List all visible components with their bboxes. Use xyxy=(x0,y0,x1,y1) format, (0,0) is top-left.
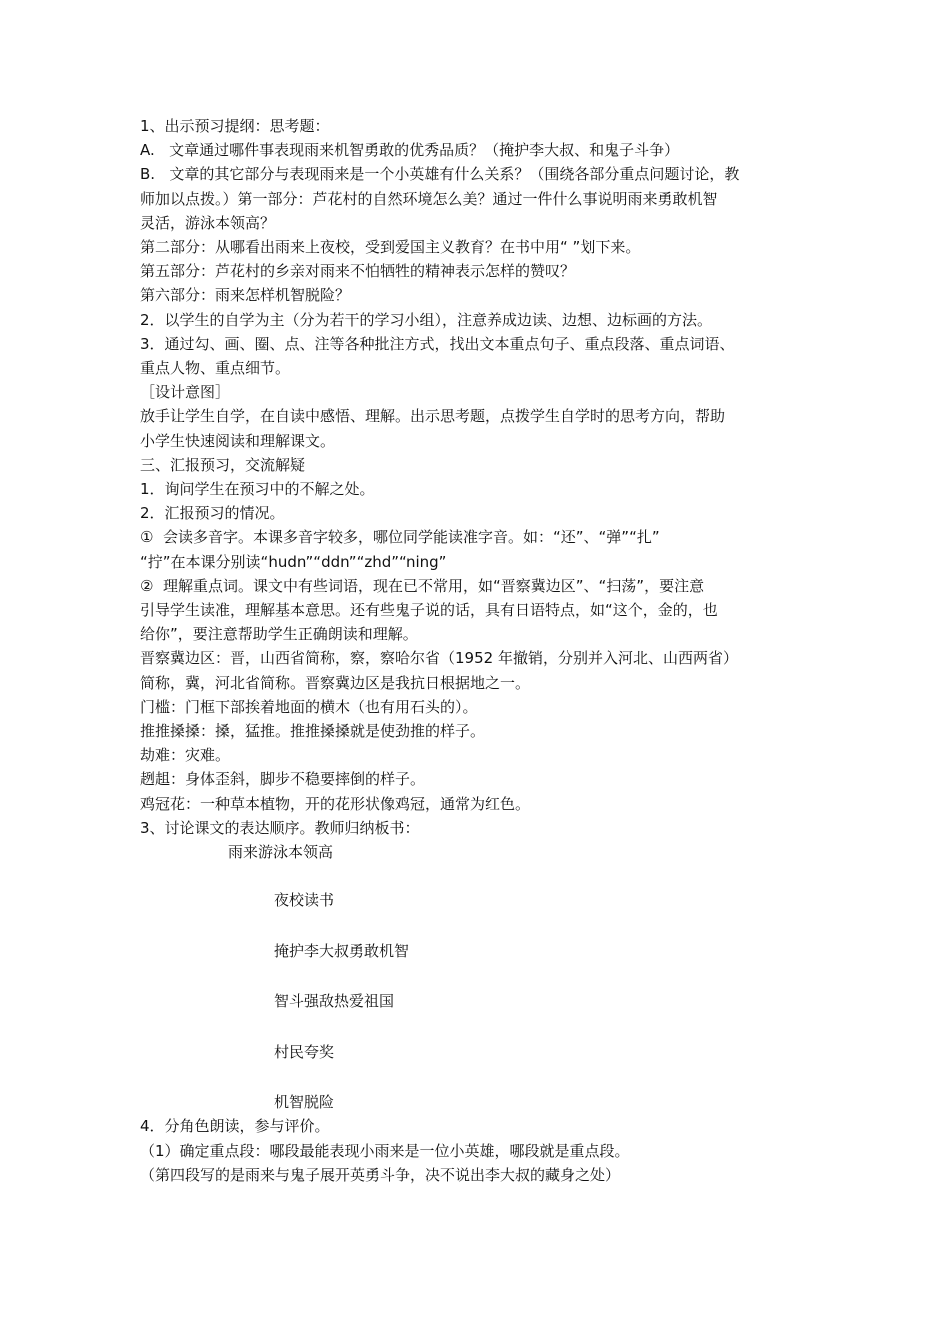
text-line: （1）确定重点段：哪段最能表现小雨来是一位小英雄，哪段就是重点段。 xyxy=(140,1141,630,1160)
text-line: 3、讨论课文的表达顺序。教师归纳板书： xyxy=(140,818,420,837)
text-line: 鸡冠花：一种草本植物，开的花形状像鸡冠，通常为红色。 xyxy=(140,794,531,813)
text-line: 1．询问学生在预习中的不解之处。 xyxy=(140,480,375,499)
board-outline xyxy=(140,840,820,1114)
text-line: 引导学生读准，理解基本意思。还有些鬼子说的话，具有日语特点，如“这个，金的，也 xyxy=(140,601,718,620)
document-body xyxy=(140,114,820,1187)
text-line: 第六部分：雨来怎样机智脱险？ xyxy=(140,286,351,305)
text-line: 小学生快速阅读和理解课文。 xyxy=(140,431,336,450)
text-line: 1、出示预习提纲：思考题： xyxy=(140,117,330,135)
text-line: 给你”，要注意帮助学生正确朗读和理解。 xyxy=(140,625,418,644)
text-line: 三、汇报预习，交流解疑 xyxy=(140,455,306,474)
text-line: ① 会读多音字。本课多音字较多，哪位同学能读准字音。如：“还”、“弹”“扎” xyxy=(140,528,660,547)
text-line: 简称，冀，河北省简称。晋察冀边区是我抗日根据地之一。 xyxy=(140,673,531,692)
text-line: 趔趄：身体歪斜，脚步不稳要摔倒的样子。 xyxy=(140,770,426,789)
text-line: 第二部分：从哪看出雨来上夜校，受到爱国主义教育？在书中用“ ”划下来。 xyxy=(140,238,641,257)
board-item: 机智脱险 xyxy=(274,1093,335,1112)
text-line: ［设计意图］ xyxy=(140,383,231,402)
text-line: 3．通过勾、画、圈、点、注等各种批注方式，找出文本重点句子、重点段落、重点词语、 xyxy=(140,334,735,353)
text-line: “拧”在本课分别读“hudn”“ddn”“zhd”“ning” xyxy=(140,552,447,571)
board-top: 雨来游泳本领高 xyxy=(228,843,334,862)
text-line: 晋察冀边区：晋，山西省简称，察，察哈尔省（1952 年撤销，分别并入河北、山西两省） xyxy=(140,649,738,668)
text-line: 4．分角色朗读，参与评价。 xyxy=(140,1117,330,1136)
text-line: 推推搡搡：搡，猛推。推推搡搡就是使劲推的样子。 xyxy=(140,722,486,741)
text-line: 师加以点拨。）第一部分：芦花村的自然环境怎么美？通过一件什么事说明雨来勇敢机智 xyxy=(140,189,718,208)
text-line: 重点人物、重点细节。 xyxy=(140,359,291,378)
board-item: 村民夸奖 xyxy=(274,1042,335,1061)
board-item: 智斗强敌热爱祖国 xyxy=(274,992,395,1011)
text-line: 2．以学生的自学为主（分为若干的学习小组），注意养成边读、边想、边标画的方法。 xyxy=(140,310,713,329)
text-line: 2．汇报预习的情况。 xyxy=(140,504,285,523)
text-line: 劫难：灾难。 xyxy=(140,746,231,765)
text-line: ② 理解重点词。课文中有些词语，现在已不常用，如“晋察冀边区”、“扫荡”，要注意 xyxy=(140,576,705,595)
board-item: 掩护李大叔勇敢机智 xyxy=(274,941,410,960)
text-line: 门槛：门框下部挨着地面的横木（也有用石头的）。 xyxy=(140,697,478,716)
text-line: A. 文章通过哪件事表现雨来机智勇敢的优秀品质？（掩护李大叔、和鬼子斗争） xyxy=(140,141,680,160)
text-line: 放手让学生自学，在自读中感悟、理解。出示思考题，点拨学生自学时的思考方向，帮助 xyxy=(140,407,726,426)
text-line: 第五部分：芦花村的乡亲对雨来不怕牺牲的精神表示怎样的赞叹？ xyxy=(140,262,576,281)
text-line: （第四段写的是雨来与鬼子展开英勇斗争，决不说出李大叔的藏身之处） xyxy=(140,1165,621,1184)
board-item: 夜校读书 xyxy=(274,891,335,910)
text-line: 灵活，游泳本领高？ xyxy=(140,213,276,232)
text-line: B. 文章的其它部分与表现雨来是一个小英雄有什么关系？（围绕各部分重点问题讨论，教 xyxy=(140,165,740,184)
